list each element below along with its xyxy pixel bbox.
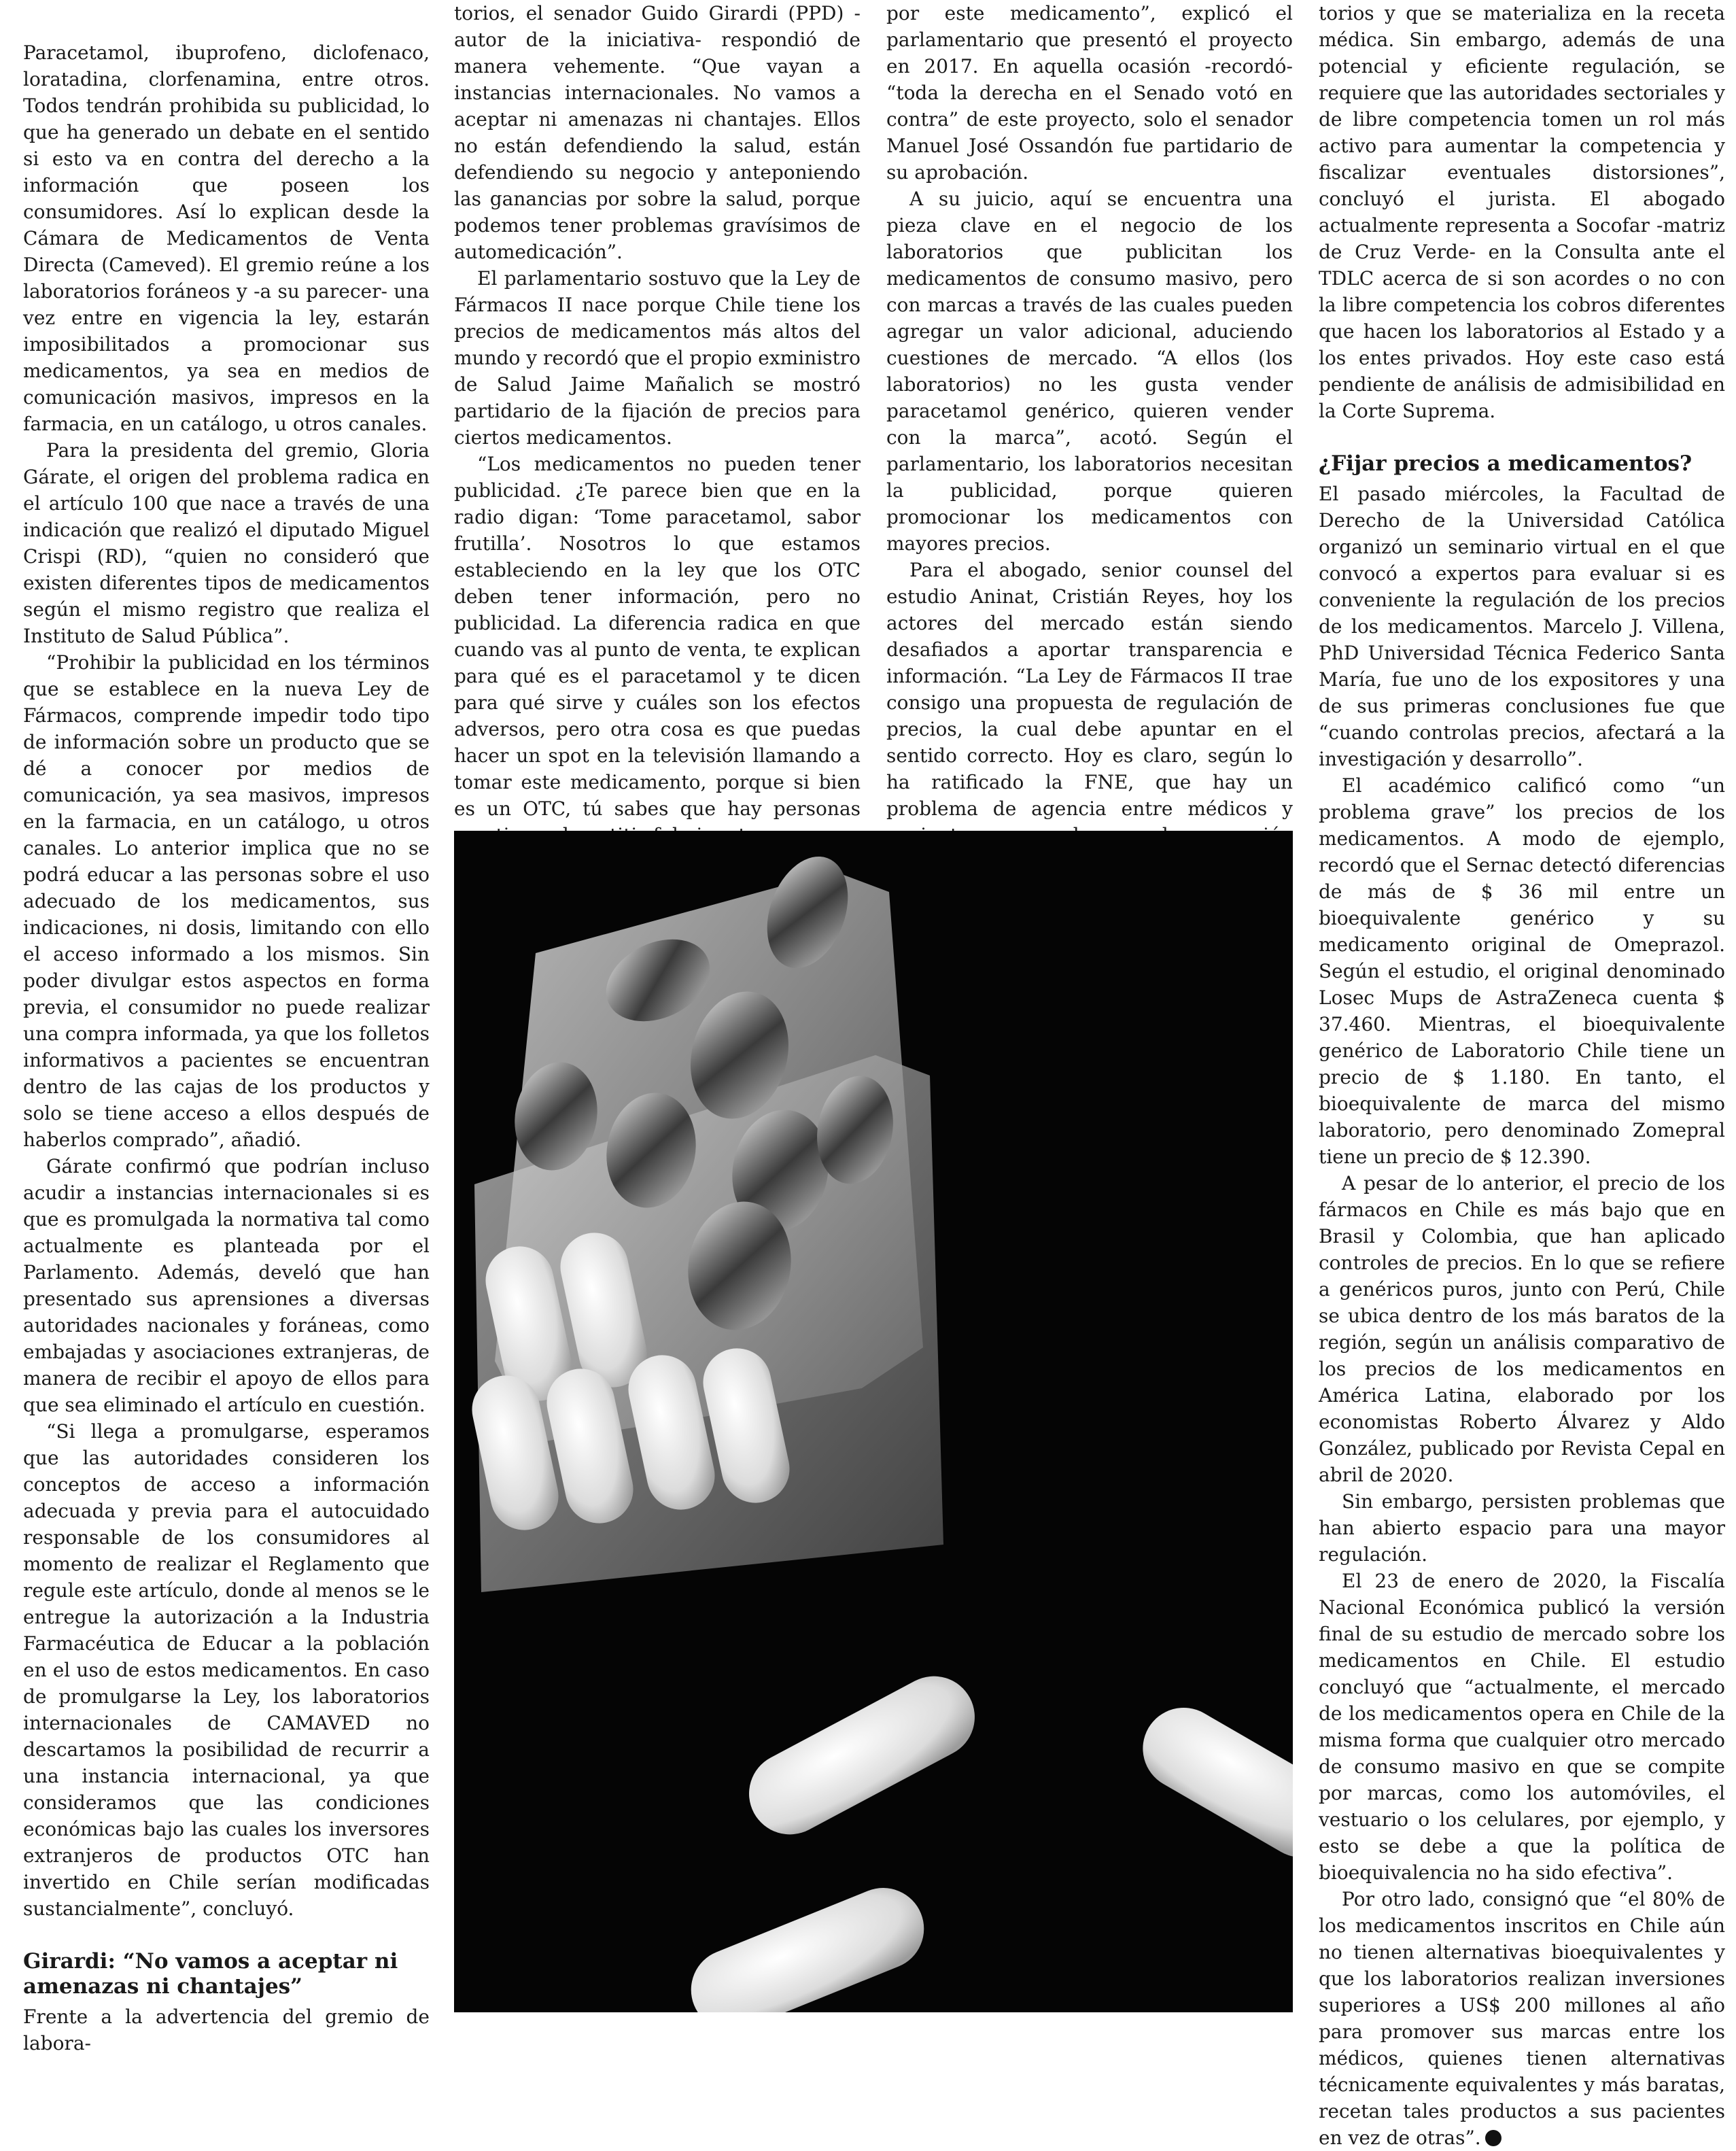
paragraph: A pesar de lo anterior, el precio de los fármacos en Chile es más bajo que en Brasil y Colombia, que han aplicado controles de precios. En lo que se refiere a genéricos puros, junto con Perú, Chile se ubica dentro de los más baratos de la región, según un análisis comparativo de los precios de los medicamentos en América Latina, elaborado por los economistas Roberto Álvarez y Aldo González, publicado por Revista Cepal en abril de 2020. [1319, 1172, 1725, 1486]
paragraph: “Los medicamentos no pueden tener publicidad. ¿Te parece bien que en la radio digan: ‘Tome paracetamol, sabor frutilla’. Nosotros lo que estamos estableciendo en la ley que los OTC deben tener información, pero no publicidad. La diferencia radica en que cuando vas al punto de venta, te explican para qué es el paracetamol y te dicen para qué sirve y cuáles son los efectos adversos, pero otra cosa es que puedas hacer un spot en la televisión llamando a tomar este medicamento, porque si bien es un OTC, tú sabes que hay personas [454, 453, 861, 820]
paragraph: torios, el senador Guido Girardi (PPD) -autor de la iniciativa- respondió de manera vehemente. “Que vayan a instancias internacionales. No vamos a aceptar ni amenazas ni chantajes. Ellos no están defendiendo la salud, están defendiendo su negocio y anteponiendo las ganancias por sobre la salud, porque podemos tener problemas gravísimos de automedicación”. [454, 2, 861, 263]
paragraph: Para el abogado, senior counsel del estudio Aninat, Cristián Reyes, hoy los actores del mercado están siendo desafiados a aportar transparencia e información. “La Ley de Fármacos II trae consigo una propuesta de regulación de precios, la cual debe apuntar en el sentido correcto. Hoy es claro, según lo ha ratificado la FNE, que hay un problema de agencia entre médicos y [886, 559, 1293, 820]
paragraph: Frente a la advertencia del gremio de labora- [23, 2006, 430, 2054]
pill-blister-photo-icon [454, 831, 1293, 2012]
paragraph: “Prohibir la publicidad en los términos que se establece en la nueva Ley de Fármacos, comprende impedir todo tipo de información sobre un producto que se dé a conocer por medios de comunicación, ya sea masivos, impresos en la farmacia, en un catálogo, u otros canales. Lo anterior implica que no se podrá educar a las personas sobre el uso adecuado de los medicamentos, sus indicaciones, ni dosis, limitando con ello el acceso informado a los mismos. Sin poder divulgar estos aspectos en forma previa, el consumidor no puede realizar una compra informada, ya que los folletos informativos a pacientes se encuentran dentro de las cajas de los productos y solo se tiene acceso a ellos después de haberlos comprado”, añadió. [23, 651, 430, 1151]
article-column-2 [454, 0, 861, 848]
paragraph: Gárate confirmó que podrían incluso acudir a instancias internacionales si es que es promulgada la normativa tal como actualmente es planteada por el Parlamento. Además, develó que han presentado sus aprensiones a diversas autoridades nacionales y foráneas, como embajadas y asociaciones extranjeras, de manera de recibir el apoyo de ellos para que sea eliminado el artículo en cuestión. [23, 1155, 430, 1416]
pill-blister-photo [454, 831, 1293, 2012]
paragraph: El parlamentario sostuvo que la Ley de Fármacos II nace porque Chile tiene los precios de medicamentos más altos del mundo y recordó que el propio exministro de Salud Jaime Mañalich se mostró partidario de la fijación de precios para ciertos medicamentos. [454, 267, 861, 449]
paragraph: Paracetamol, ibuprofeno, diclofenaco, loratadina, clorfenamina, entre otros. Todos tendrán prohibida su publicidad, lo que ha generado un debate en el sentido si esto va en contra del derecho a la información que poseen los consumidores. Así lo explican desde la Cámara de Medicamentos de Venta Directa (Cameved). El gremio reúne a los laboratorios foráneos y -a su parecer- una vez entre en vigencia la ley, estarán imposibilitados a promocionar sus medicamentos, ya sea en medios de comunicación masivos, impresos en la farmacia, en un catálogo, u otros canales. [23, 41, 430, 435]
end-of-article-mark-icon [1485, 2130, 1501, 2146]
article-column-3 [886, 0, 1293, 875]
paragraph: Sin embargo, persisten problemas que han abierto espacio para una mayor regulación. [1319, 1490, 1725, 1566]
article-column-4 [1319, 0, 1725, 2151]
paragraph: El académico calificó como “un problema grave” los precios de los medicamentos. A modo de ejemplo, recordó que el Sernac detectó diferencias de más de $ 36 mil entre un bioequivalente genérico y su medicamento original de Omeprazol. Según el estudio, el original denominado Losec Mups de AstraZeneca cuenta $ 37.460. Mientras, el bioequivalente genérico de Laboratorio Chile tiene un precio de $ 1.180. En tanto, el bioequivalente de marca del mismo laboratorio, pero denominado Zomepral tiene un precio de $ 12.390. [1319, 774, 1725, 1168]
paragraph: “Si llega a promulgarse, esperamos que las autoridades consideren los conceptos de acceso a información adecuada y previa para el autocuidado responsable de los consumidores al momento de realizar el Reglamento que regule este artículo, donde al menos se le entregue la autorización a la Industria Farmacéutica de Educar a la población en el uso de estos medicamentos. En caso de promulgarse la Ley, los laboratorios internacionales de CAMAVED no descartamos la posibilidad de recurrir a una instancia internacional, ya que consideramos que las condiciones económicas bajo las cuales los inversores extranjeros de productos OTC han invertido en Chile serían modificadas sustancialmente”, concluyó. [23, 1420, 430, 1920]
paragraph: Para la presidenta del gremio, Gloria Gárate, el origen del problema radica en el artículo 100 que nace a través de una indicación que realizó el diputado Miguel Crispi (RD), “quien no consideró que existen diferentes tipos de medicamentos según el mismo registro que realiza el Instituto de Salud Pública”. [23, 439, 430, 647]
article-column-1 [23, 39, 430, 2057]
paragraph: por este medicamento”, explicó el parlamentario que presentó el proyecto en 2017. En aquella ocasión -recordó- “toda la derecha en el Senado votó en contra” de este proyecto, solo el senador Manuel José Ossandón fue partidario de su aprobación. [886, 2, 1293, 184]
paragraph-final [1319, 1886, 1725, 2151]
section-heading-precios: ¿Fijar precios a medicamentos? [1319, 451, 1692, 476]
paragraph: torios y que se materializa en la receta médica. Sin embargo, además de una potencial y eficiente regulación, se requiere que las autoridades sectoriales y de libre competencia tomen un rol más activo para aumentar la competencia y fiscalizar eventuales distorsiones”, concluyó el jurista. El abogado actualmente representa a Socofar -matriz de Cruz Verde- en la Consulta ante el TDLC acerca de si son acordes o no con la libre competencia los cobros diferentes que hacen los laboratorios al Estado y a los entes privados. Hoy este caso está pendiente de análisis de admisibilidad en la Corte Suprema. [1319, 2, 1725, 422]
paragraph: El pasado miércoles, la Facultad de Derecho de la Universidad Católica organizó un seminario virtual en el que convocó a expertos para evaluar si es conveniente la regulación de los precios de los medicamentos. Marcelo J. Villena, PhD Universidad Técnica Federico Santa María, fue uno de los expositores y una de sus primeras conclusiones fue que “cuando controlas precios, afectará a la investigación y desarrollo”. [1319, 483, 1725, 770]
paragraph: A su juicio, aquí se encuentra una pieza clave en el negocio de los laboratorios que publicitan los medicamentos de consumo masivo, pero con marcas a través de las cuales pueden agregar un valor adicional, aduciendo cuestiones de mercado. “A ellos (los laboratorios) no les gusta vender paracetamol genérico, quieren vender con la marca”, acotó. Según el parlamentario, los laboratorios necesitan la publicidad, porque quieren promocionar los medicamentos con mayores precios. [886, 188, 1293, 555]
paragraph-text: Por otro lado, consignó que “el 80% de los medicamentos inscritos en Chile aún no tienen alternativas bioequivalentes y que los laboratorios realizan inversiones superiores a US$ 200 millones al año para promover sus marcas entre los médicos, quienes tienen alternativas técnicamente equivalentes y más baratas, recetan tales productos a sus pacientes en vez de otras”. [1319, 1888, 1725, 2149]
paragraph: El 23 de enero de 2020, la Fiscalía Nacional Económica publicó la versión final de su estudio de mercado sobre los medicamentos en Chile. El estudio concluyó que “actualmente, el mercado de los medicamentos opera en Chile de la misma forma que cualquier otro mercado de consumo masivo en que se compite por marcas, como los automóviles, el vestuario o los celulares, por ejemplo, y esto se debe a que la política de bioequivalencia no ha sido efectiva”. [1319, 1570, 1725, 1884]
section-heading-girardi: Girardi: “No vamos a aceptar ni amenazas ni chantajes” [23, 1949, 398, 1999]
